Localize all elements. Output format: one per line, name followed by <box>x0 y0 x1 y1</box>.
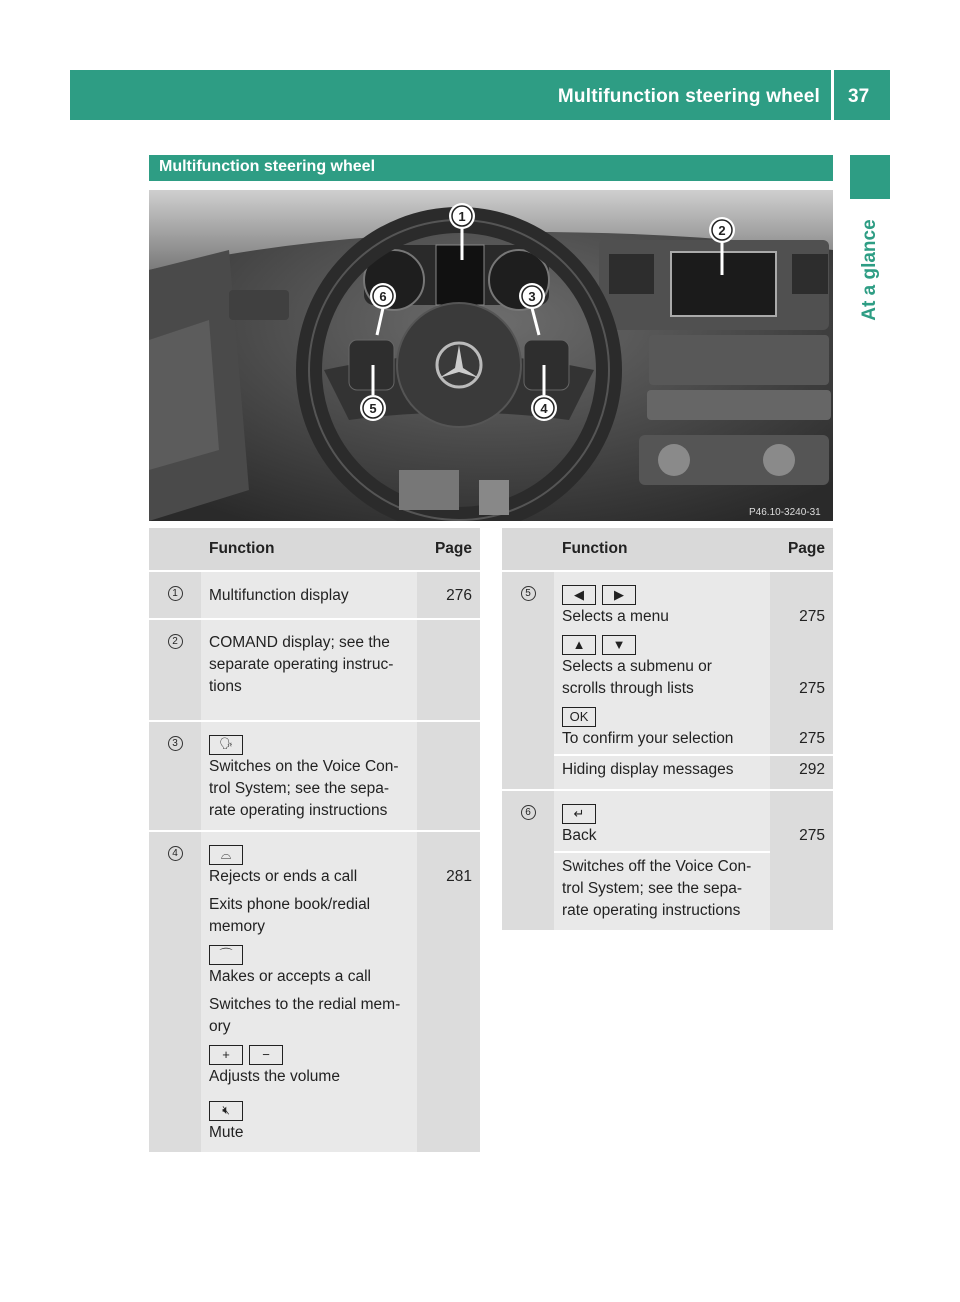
function-text: Hiding display messages <box>562 761 734 778</box>
function-text: Adjusts the volume <box>209 1068 340 1085</box>
section-title: Multifunction steering wheel <box>149 155 833 181</box>
mute-icon: 🔇︎ <box>209 1101 243 1121</box>
function-text: rate operating instructions <box>209 802 388 819</box>
plus-minus-icon <box>209 1044 411 1066</box>
table-row <box>149 570 480 618</box>
row-number: 6 <box>521 805 536 820</box>
end-call-icon: ⌓ <box>209 845 243 865</box>
function-table-right <box>502 528 833 930</box>
function-text: Makes or accepts a call <box>209 968 371 985</box>
page-header <box>70 70 890 120</box>
function-text: trol System; see the sepa- <box>209 780 390 797</box>
function-text: trol System; see the sepa- <box>562 880 743 897</box>
callout-2: 2 <box>718 223 726 238</box>
side-tab-marker <box>850 155 890 199</box>
callout-3: 3 <box>528 289 536 304</box>
function-text: separate operating instruc- <box>209 656 394 673</box>
function-text: tions <box>209 678 242 695</box>
table-row <box>502 789 833 930</box>
voice-control-icon: 🗣︎ <box>209 735 243 755</box>
down-arrow-icon: ▼ <box>602 635 636 655</box>
dashboard-illustration <box>149 190 833 521</box>
header-divider <box>831 70 834 120</box>
accept-call-icon: ⌒ <box>209 945 243 965</box>
page-ref: 292 <box>799 761 825 778</box>
page-number: 37 <box>848 86 870 107</box>
table-header-num <box>149 528 201 570</box>
callout-4: 4 <box>540 401 548 416</box>
page-ref: 275 <box>799 608 825 625</box>
callout-6: 6 <box>379 289 387 304</box>
table-header-page: Page <box>770 528 833 570</box>
function-text: To confirm your selection <box>562 730 734 747</box>
function-text: Back <box>562 827 597 844</box>
function-text: rate operating instructions <box>562 902 741 919</box>
function-text: memory <box>209 918 265 935</box>
page-ref: 275 <box>799 827 825 844</box>
table-header-page: Page <box>417 528 480 570</box>
header-title: Multifunction steering wheel <box>557 86 820 107</box>
table-row <box>149 830 480 1152</box>
page-ref: 275 <box>799 680 825 697</box>
page-ref: 276 <box>446 587 472 604</box>
plus-icon: + <box>209 1045 243 1065</box>
page-ref: 281 <box>446 868 472 885</box>
table-row <box>502 570 833 789</box>
steering-wheel-photo <box>149 190 833 521</box>
function-text: Switches on the Voice Con- <box>209 758 399 775</box>
function-text: Selects a submenu or <box>562 658 712 675</box>
table-row <box>149 720 480 830</box>
photo-code: P46.10-3240-31 <box>749 507 821 518</box>
function-text: scrolls through lists <box>562 680 694 697</box>
row-number: 5 <box>521 586 536 601</box>
callout-1: 1 <box>458 209 466 224</box>
function-text: Switches to the redial mem- <box>209 996 401 1013</box>
up-down-arrows-icon <box>562 634 764 656</box>
function-text: Multifunction display <box>209 587 349 604</box>
side-tab-label: At a glance <box>859 219 880 321</box>
function-table-left <box>149 528 480 1152</box>
left-arrow-icon: ◀ <box>562 585 596 605</box>
row-number: 3 <box>168 736 183 751</box>
table-header-function: Function <box>554 528 770 570</box>
table-header-num <box>502 528 554 570</box>
up-arrow-icon: ▲ <box>562 635 596 655</box>
function-text: Exits phone book/redial <box>209 896 371 913</box>
row-number: 2 <box>168 634 183 649</box>
row-number: 4 <box>168 846 183 861</box>
function-text: Switches off the Voice Con- <box>562 858 752 875</box>
function-text: Selects a menu <box>562 608 669 625</box>
page-ref: 275 <box>799 730 825 747</box>
function-text: COMAND display; see the <box>209 634 390 651</box>
table-row <box>149 618 480 720</box>
minus-icon: − <box>249 1045 283 1065</box>
callout-5: 5 <box>369 401 377 416</box>
left-right-arrows-icon <box>562 584 764 606</box>
function-text: Rejects or ends a call <box>209 868 358 885</box>
back-icon: ↵ <box>562 804 596 824</box>
ok-key-icon: OK <box>562 707 596 727</box>
row-number: 1 <box>168 586 183 601</box>
function-text: Mute <box>209 1124 244 1141</box>
right-arrow-icon: ▶ <box>602 585 636 605</box>
table-header-function: Function <box>201 528 417 570</box>
function-text: ory <box>209 1018 231 1035</box>
